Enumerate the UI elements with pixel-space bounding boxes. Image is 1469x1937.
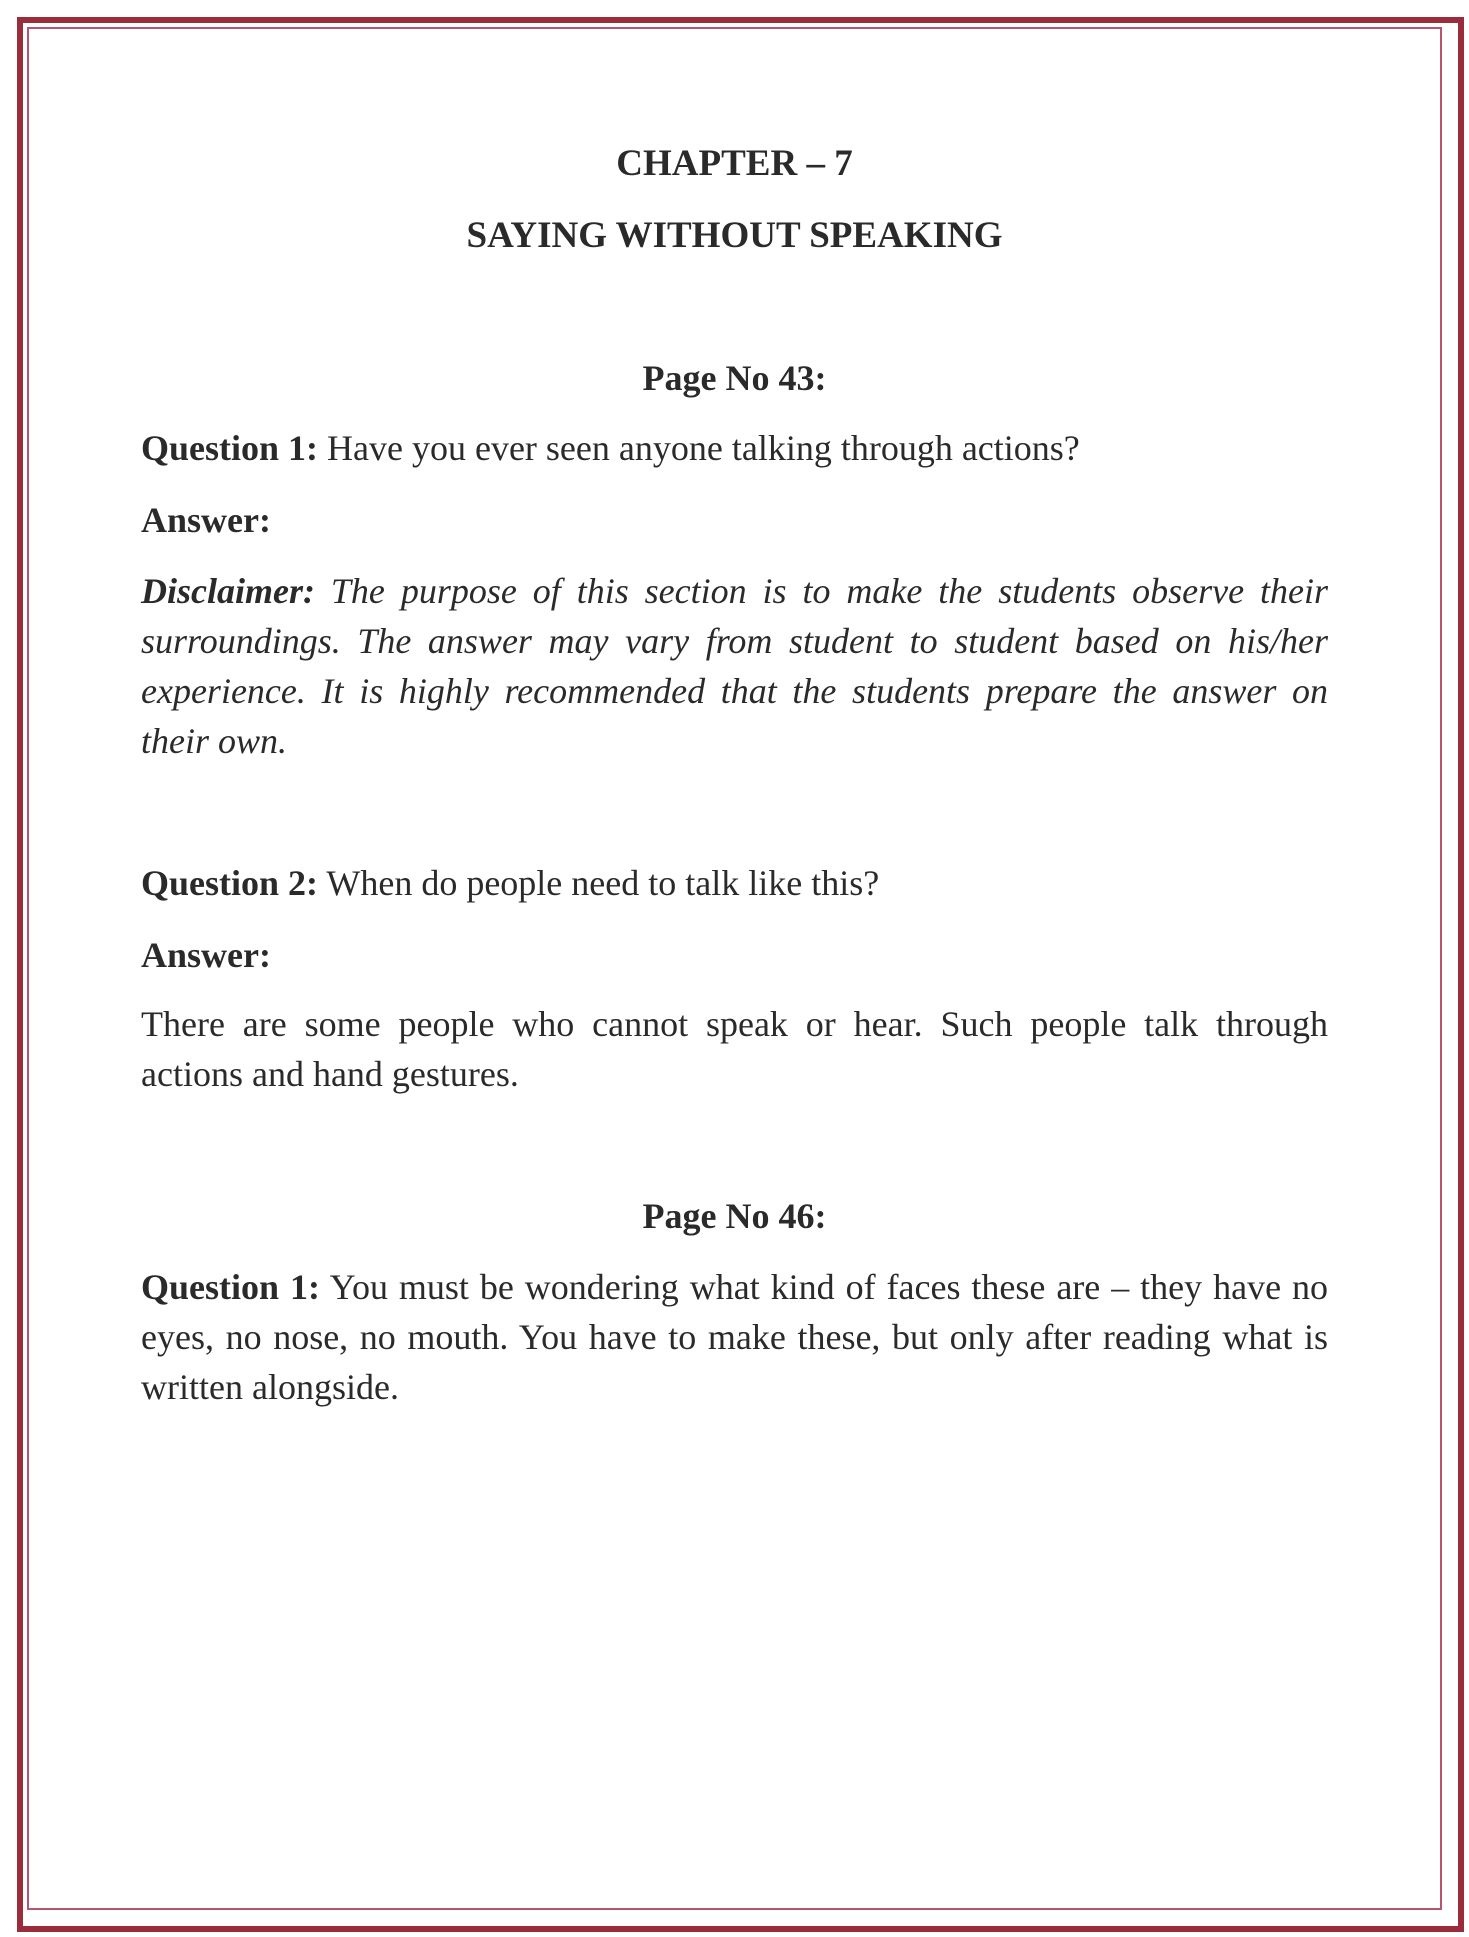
disclaimer-text: The purpose of this section is to make the students observe their surroundings. The answer may vary from student to student based on his/her experience. It is highly recommended that the students prepare the answer on their own. — [141, 571, 1328, 761]
question-text: When do people need to talk like this? — [318, 863, 880, 903]
chapter-title: SAYING WITHOUT SPEAKING — [466, 215, 1003, 256]
answer-text: There are some people who cannot speak or hear. Such people talk through actions and hand gestures. — [141, 1004, 1328, 1094]
question-label: Question 2: — [141, 863, 319, 903]
question-text: You must be wondering what kind of faces these are – they have no eyes, no nose, no mouth. You have to make these, but only after reading what is written alongside. — [141, 1267, 1328, 1407]
disclaimer-label: Disclaimer: — [141, 571, 315, 611]
question-label: Question 1: — [141, 1267, 320, 1307]
answer-label: Answer: — [141, 500, 271, 540]
question-2-page-43 — [141, 858, 1328, 908]
page-heading-43: Page No 43: — [642, 358, 827, 398]
chapter-number: CHAPTER – 7 — [616, 143, 853, 184]
page-heading-46: Page No 46: — [642, 1196, 827, 1236]
question-1-page-43 — [141, 423, 1328, 473]
question-text: Have you ever seen anyone talking through actions? — [318, 428, 1080, 468]
question-1-page-46 — [141, 1262, 1328, 1412]
answer-label: Answer: — [141, 935, 271, 975]
answer-disclaimer — [141, 566, 1328, 766]
question-label: Question 1: — [141, 428, 319, 468]
